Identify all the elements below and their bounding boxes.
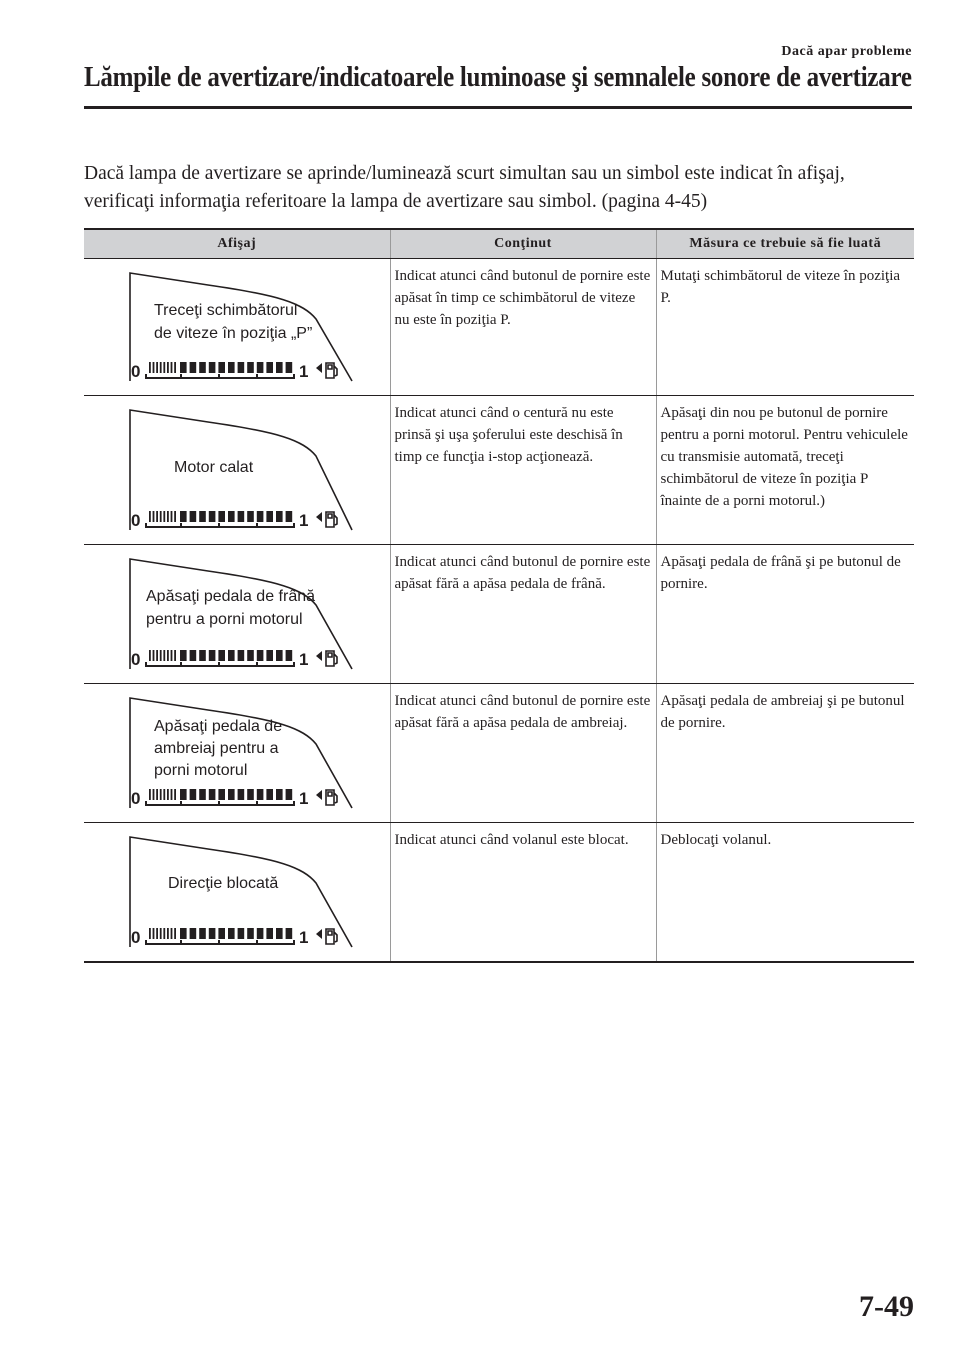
gauge-notch [256, 374, 258, 379]
gauge-segment [190, 650, 197, 661]
gauge-segment [199, 511, 206, 522]
gauge-segment [286, 789, 293, 800]
gauge-segment [149, 650, 151, 661]
gauge-segment [228, 650, 235, 661]
gauge-segment [160, 511, 162, 522]
gauge-segment [180, 650, 187, 661]
gauge-segment [167, 362, 169, 373]
gauge-segment [174, 650, 176, 661]
gauge-segment [209, 650, 216, 661]
gauge-notch [218, 662, 220, 667]
gauge-segment [276, 511, 283, 522]
gauge-segment [156, 789, 158, 800]
content-cell: Indicat atunci când volanul este blocat. [390, 823, 656, 963]
gauge-segment [153, 789, 155, 800]
gauge-segment [163, 511, 165, 522]
display-cell [84, 396, 390, 545]
display-illustration [88, 690, 394, 818]
gauge-segment [180, 362, 187, 373]
gauge-notch [145, 523, 147, 528]
page-number: 7-49 [859, 1290, 914, 1323]
gauge-segment [228, 928, 235, 939]
gauge-segment [153, 362, 155, 373]
gauge-segment [199, 928, 206, 939]
gauge-segment [160, 789, 162, 800]
gauge-segment [286, 511, 293, 522]
gauge-segment [209, 511, 216, 522]
gauge-segment [218, 511, 225, 522]
gauge-notch [145, 662, 147, 667]
gauge-segment [190, 511, 197, 522]
content-cell: Indicat atunci când butonul de pornire este apăsat fără a apăsa pedala de ambreiaj. [390, 684, 656, 823]
section-label: Dacă apar probleme [781, 44, 912, 59]
gauge-notch [256, 801, 258, 806]
gauge-segment [167, 650, 169, 661]
gauge-segment [199, 789, 206, 800]
fuel-pump-icon [316, 363, 337, 378]
gauge-segment [174, 789, 176, 800]
display-message-line: Apăsaţi pedala de [154, 718, 283, 735]
gauge-segment [238, 650, 245, 661]
fuel-pump-icon [316, 929, 337, 944]
display-cell [84, 259, 390, 396]
gauge-segment [180, 789, 187, 800]
gauge-segment [286, 362, 293, 373]
gauge-segment [171, 511, 173, 522]
gauge-notch [256, 523, 258, 528]
page-title: Lămpile de avertizare/indicatoarele luminoase şi semnalele sonore de avertizare [84, 62, 912, 93]
gauge-notch [180, 662, 182, 667]
table-header-row [84, 229, 914, 259]
gauge-min-label: 0 [131, 789, 141, 808]
gauge-segment [160, 362, 162, 373]
gauge-segment [209, 362, 216, 373]
gauge-segment [190, 789, 197, 800]
gauge-segment [276, 362, 283, 373]
gauge-notch [145, 374, 147, 379]
gauge-segment [218, 789, 225, 800]
header-display: Afişaj [84, 229, 390, 259]
display-message-line: Treceţi schimbătorul [154, 302, 298, 319]
gauge-notch [145, 940, 147, 945]
gauge-segment [171, 362, 173, 373]
gauge-segment [153, 650, 155, 661]
gauge-segment [190, 362, 197, 373]
gauge-segment [247, 650, 254, 661]
display-illustration [88, 265, 394, 391]
gauge-segment [160, 650, 162, 661]
content-cell: Indicat atunci când butonul de pornire este apăsat în timp ce schimbătorul de viteze nu este în poziţia P. [390, 259, 656, 396]
gauge-segment [163, 789, 165, 800]
gauge-notch [293, 374, 295, 379]
gauge-notch [145, 801, 147, 806]
gauge-segment [228, 789, 235, 800]
gauge-segment [171, 650, 173, 661]
action-cell: Mutaţi schimbătorul de viteze în poziţia P. [656, 259, 914, 396]
gauge-segment [266, 650, 273, 661]
gauge-max-label: 1 [299, 511, 309, 530]
gauge-notch [256, 662, 258, 667]
content-cell: Indicat atunci când o centură nu este prinsă şi uşa şoferului este deschisă în timp ce funcţia i-stop acţionează. [390, 396, 656, 545]
display-message-line: porni motorul [154, 762, 248, 779]
gauge-notch [180, 374, 182, 379]
gauge-segment [163, 650, 165, 661]
table-row [84, 396, 914, 545]
gauge-segment [266, 362, 273, 373]
gauge-segment [149, 928, 151, 939]
gauge-segment [218, 928, 225, 939]
fuel-pump-icon [316, 651, 337, 666]
gauge-segment [149, 362, 151, 373]
gauge-segment [180, 928, 187, 939]
gauge-notch [218, 523, 220, 528]
action-cell: Apăsaţi pedala de ambreiaj şi pe butonul de pornire. [656, 684, 914, 823]
gauge-segment [266, 511, 273, 522]
warning-table [84, 228, 914, 963]
gauge-min-label: 0 [131, 362, 141, 381]
gauge-segment [171, 928, 173, 939]
gauge-notch [180, 523, 182, 528]
fuel-pump-icon [316, 790, 337, 805]
gauge-segment [286, 928, 293, 939]
gauge-segment [257, 511, 264, 522]
action-cell: Apăsaţi din nou pe butonul de pornire pentru a porni motorul. Pentru vehiculele cu transmisie automată, treceţi schimbătorul de viteze în poziţia P înainte de a porni motorul.) [656, 396, 914, 545]
gauge-segment [163, 928, 165, 939]
gauge-segment [156, 928, 158, 939]
gauge-segment [156, 362, 158, 373]
content-cell: Indicat atunci când butonul de pornire este apăsat fără a apăsa pedala de frână. [390, 545, 656, 684]
gauge-segment [149, 511, 151, 522]
gauge-notch [218, 940, 220, 945]
gauge-min-label: 0 [131, 928, 141, 947]
gauge-segment [156, 511, 158, 522]
gauge-segment [257, 928, 264, 939]
gauge-segment [247, 362, 254, 373]
fuel-pump-icon [316, 512, 337, 527]
gauge-segment [163, 362, 165, 373]
gauge-notch [293, 523, 295, 528]
gauge-segment [171, 789, 173, 800]
header-content: Conţinut [390, 229, 656, 259]
gauge-max-label: 1 [299, 928, 309, 947]
gauge-segment [167, 928, 169, 939]
gauge-segment [228, 362, 235, 373]
gauge-notch [256, 940, 258, 945]
display-message-line: Apăsaţi pedala de frână [146, 588, 316, 605]
display-cell [84, 545, 390, 684]
gauge-segment [238, 928, 245, 939]
gauge-segment [149, 789, 151, 800]
gauge-segment [238, 362, 245, 373]
gauge-max-label: 1 [299, 650, 309, 669]
display-message-line: ambreiaj pentru a [154, 740, 279, 757]
table-row [84, 259, 914, 396]
gauge-max-label: 1 [299, 362, 309, 381]
gauge-segment [156, 650, 158, 661]
gauge-min-label: 0 [131, 511, 141, 530]
gauge-segment [247, 789, 254, 800]
gauge-segment [247, 928, 254, 939]
gauge-segment [174, 362, 176, 373]
gauge-segment [153, 511, 155, 522]
gauge-segment [257, 650, 264, 661]
gauge-segment [209, 928, 216, 939]
display-cell [84, 823, 390, 963]
intro-paragraph: Dacă lampa de avertizare se aprinde/luminează scurt simultan sau un simbol este indicat în afişaj, verificaţi informaţia referitoare la lampa de avertizare sau simbol. (pagina 4-45) [84, 163, 845, 212]
gauge-segment [199, 650, 206, 661]
gauge-segment [167, 789, 169, 800]
gauge-notch [293, 801, 295, 806]
table-row [84, 545, 914, 684]
gauge-segment [238, 789, 245, 800]
gauge-notch [218, 801, 220, 806]
display-illustration [88, 402, 394, 540]
gauge-segment [218, 650, 225, 661]
gauge-notch [293, 940, 295, 945]
table-row [84, 823, 914, 963]
display-message-line: de viteze în poziţia „P” [154, 325, 313, 342]
gauge-segment [257, 362, 264, 373]
gauge-notch [180, 940, 182, 945]
gauge-segment [199, 362, 206, 373]
gauge-segment [266, 928, 273, 939]
title-rule [84, 106, 912, 109]
gauge-notch [293, 662, 295, 667]
gauge-segment [276, 928, 283, 939]
gauge-segment [247, 511, 254, 522]
gauge-notch [180, 801, 182, 806]
display-illustration [88, 829, 394, 957]
gauge-segment [190, 928, 197, 939]
gauge-segment [218, 362, 225, 373]
display-cell [84, 684, 390, 823]
action-cell: Deblocaţi volanul. [656, 823, 914, 963]
gauge-segment [174, 928, 176, 939]
gauge-notch [218, 374, 220, 379]
gauge-segment [276, 650, 283, 661]
gauge-segment [266, 789, 273, 800]
gauge-segment [209, 789, 216, 800]
gauge-max-label: 1 [299, 789, 309, 808]
gauge-min-label: 0 [131, 650, 141, 669]
table-row [84, 684, 914, 823]
gauge-segment [153, 928, 155, 939]
header-action: Măsura ce trebuie să fie luată [656, 229, 914, 259]
gauge-segment [286, 650, 293, 661]
gauge-segment [238, 511, 245, 522]
gauge-segment [160, 928, 162, 939]
display-message-line: pentru a porni motorul [146, 611, 303, 628]
gauge-segment [228, 511, 235, 522]
gauge-segment [174, 511, 176, 522]
gauge-segment [180, 511, 187, 522]
action-cell: Apăsaţi pedala de frână şi pe butonul de pornire. [656, 545, 914, 684]
gauge-segment [167, 511, 169, 522]
display-illustration [88, 551, 394, 679]
display-message-line: Direcţie blocată [168, 875, 279, 892]
gauge-segment [276, 789, 283, 800]
display-message-line: Motor calat [174, 459, 254, 476]
gauge-segment [257, 789, 264, 800]
